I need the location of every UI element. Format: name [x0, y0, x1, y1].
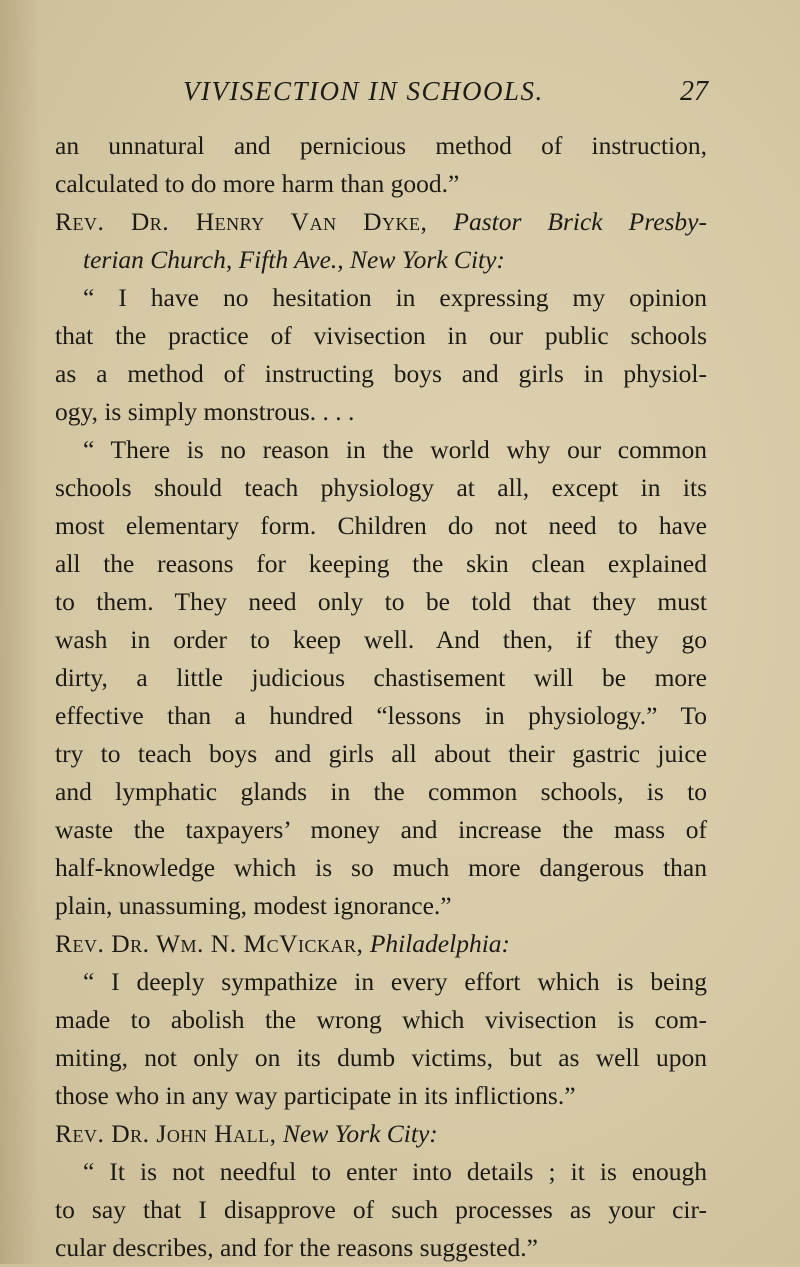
- quote-line: schools should teach physiology at all, except in its: [55, 473, 707, 502]
- quote-line: all the reasons for keeping the skin clean explained: [55, 549, 707, 578]
- attribution-affiliation: Pastor Brick Presby-: [453, 207, 707, 236]
- quote-line: that the practice of vivisection in our public schools: [55, 321, 707, 350]
- attribution-affiliation: New York City:: [282, 1119, 438, 1148]
- page-number: 27: [680, 76, 708, 107]
- quote-line: most elementary form. Children do not need to have: [55, 511, 707, 540]
- quote-line: to say that I disapprove of such processes as your cir-: [55, 1195, 707, 1224]
- running-head: [183, 76, 708, 112]
- running-title: VIVISECTION IN SCHOOLS.: [183, 76, 544, 106]
- attribution-affiliation-cont: terian Church, Fifth Ave., New York City:: [83, 245, 505, 274]
- quote-line: waste the taxpayers’ money and increase the mass of: [55, 815, 707, 844]
- quote-line: those who in any way participate in its inflictions.”: [55, 1081, 576, 1110]
- quote-line: “ It is not needful to enter into details ; it is enough: [83, 1157, 707, 1186]
- text-line: calculated to do more harm than good.”: [55, 169, 460, 198]
- quote-line: to them. They need only to be told that they must: [55, 587, 707, 616]
- body-text: [55, 127, 707, 1267]
- quote-line: “ There is no reason in the world why our common: [83, 435, 707, 464]
- text-line: an unnatural and pernicious method of instruction,: [55, 131, 707, 160]
- quote-line: and lymphatic glands in the common schools, is to: [55, 777, 707, 806]
- quote-line: effective than a hundred “lessons in physiology.” To: [55, 701, 707, 730]
- quote-line: cular describes, and for the reasons suggested.”: [55, 1233, 538, 1262]
- attribution-name: Rev. Dr. Wm. N. McVickar,: [55, 929, 364, 958]
- quote-line: “ I have no hesitation in expressing my opinion: [83, 283, 707, 312]
- attribution-name: Rev. Dr. Henry Van Dyke,: [55, 207, 428, 236]
- page-gutter-shadow: [0, 0, 40, 1264]
- attribution-affiliation: Philadelphia:: [369, 929, 511, 958]
- quote-line: half-knowledge which is so much more dangerous than: [55, 853, 707, 882]
- attribution-line: [55, 203, 707, 241]
- quote-line: dirty, a little judicious chastisement will be more: [55, 663, 707, 692]
- quote-line: made to abolish the wrong which vivisection is com-: [55, 1005, 707, 1034]
- quote-line: as a method of instructing boys and girls in physiol-: [55, 359, 707, 388]
- attribution-line: [55, 925, 707, 963]
- quote-line: plain, unassuming, modest ignorance.”: [55, 891, 452, 920]
- quote-line: miting, not only on its dumb victims, but as well upon: [55, 1043, 707, 1072]
- attribution-name: Rev. Dr. John Hall,: [55, 1119, 277, 1148]
- quote-line: wash in order to keep well. And then, if they go: [55, 625, 707, 654]
- attribution-line: [55, 1115, 707, 1153]
- quote-line: ogy, is simply monstrous. . . .: [55, 397, 355, 426]
- quote-line: “ I deeply sympathize in every effort which is being: [83, 967, 707, 996]
- quote-line: try to teach boys and girls all about their gastric juice: [55, 739, 707, 768]
